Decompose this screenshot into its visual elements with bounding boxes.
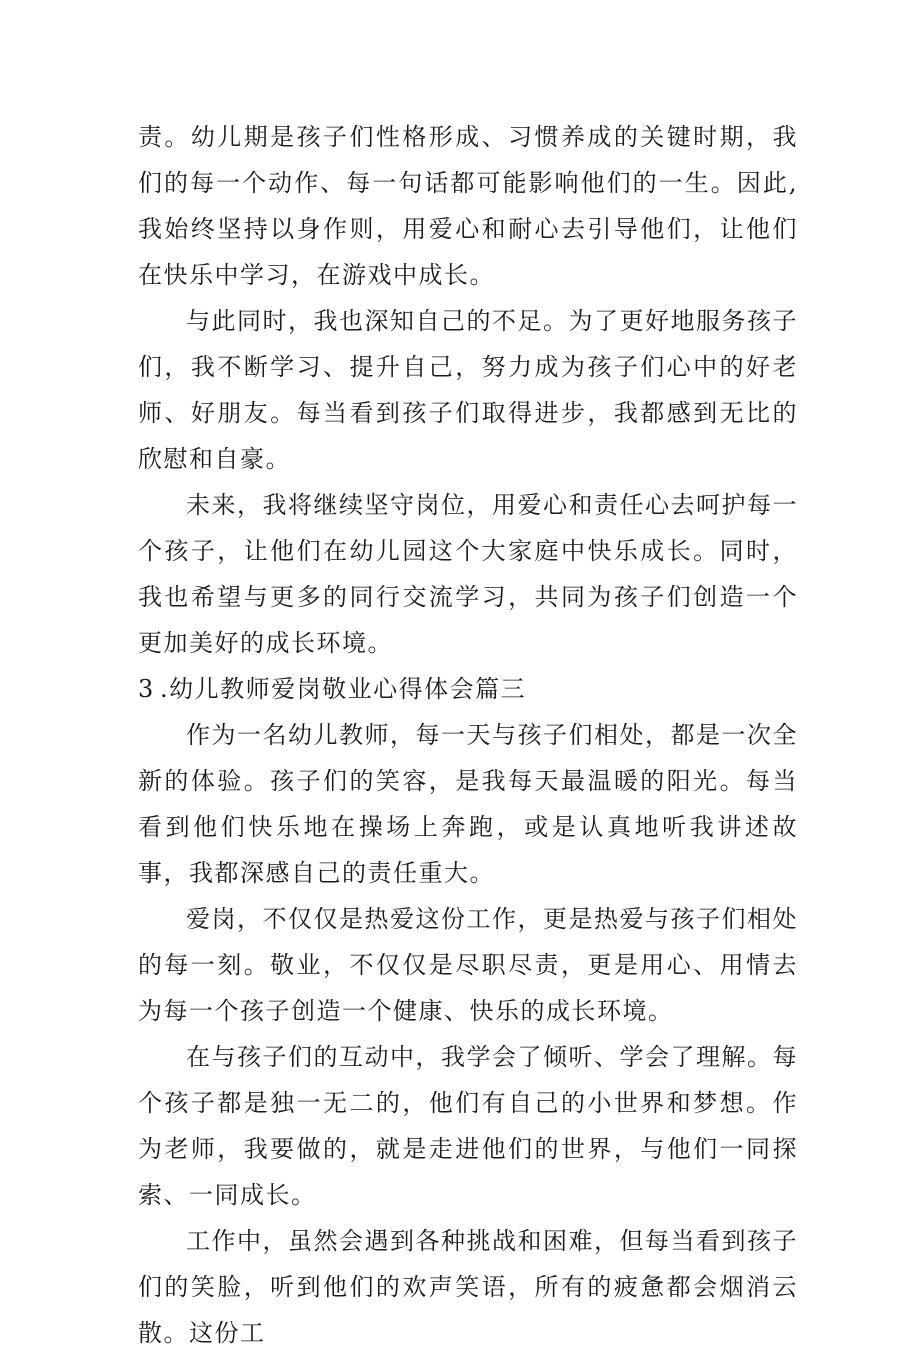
document-body — [138, 114, 798, 1356]
section-heading — [138, 666, 798, 712]
section-number: 3 — [138, 675, 155, 703]
paragraph: 未来，我将继续坚守岗位，用爱心和责任心去呵护每一个孩子，让他们在幼儿园这个大家庭中快乐成长。同时，我也希望与更多的同行交流学习，共同为孩子们创造一个更加美好的成长环境。 — [138, 491, 798, 657]
paragraph: 与此同时，我也深知自己的不足。为了更好地服务孩子们，我不断学习、提升自己，努力成为孩子们心中的好老师、好朋友。每当看到孩子们取得进步，我都感到无比的欣慰和自豪。 — [138, 307, 798, 473]
paragraph: 爱岗，不仅仅是热爱这份工作，更是热爱与孩子们相处的每一刻。敬业，不仅仅是尽职尽责，更是用心、用情去为每一个孩子创造一个健康、快乐的成长环境。 — [138, 905, 798, 1025]
section-title: .幼儿教师爱岗敬业心得体会篇三 — [160, 675, 527, 703]
paragraph: 在与孩子们的互动中，我学会了倾听、学会了理解。每个孩子都是独一无二的，他们有自己的小世界和梦想。作为老师，我要做的，就是走进他们的世界，与他们一同探索、一同成长。 — [138, 1043, 798, 1209]
paragraph: 工作中，虽然会遇到各种挑战和困难，但每当看到孩子们的笑脸，听到他们的欢声笑语，所有的疲惫都会烟消云散。这份工 — [138, 1227, 798, 1347]
paragraph-continuation: 责。幼儿期是孩子们性格形成、习惯养成的关键时期，我们的每一个动作、每一句话都可能影响他们的一生。因此,我始终坚持以身作则，用爱心和耐心去引导他们，让他们在快乐中学习，在游戏中成长。 — [138, 123, 798, 289]
paragraph: 作为一名幼儿教师，每一天与孩子们相处，都是一次全新的体验。孩子们的笑容，是我每天最温暖的阳光。每当看到他们快乐地在操场上奔跑，或是认真地听我讲述故事，我都深感自己的责任重大。 — [138, 721, 798, 887]
